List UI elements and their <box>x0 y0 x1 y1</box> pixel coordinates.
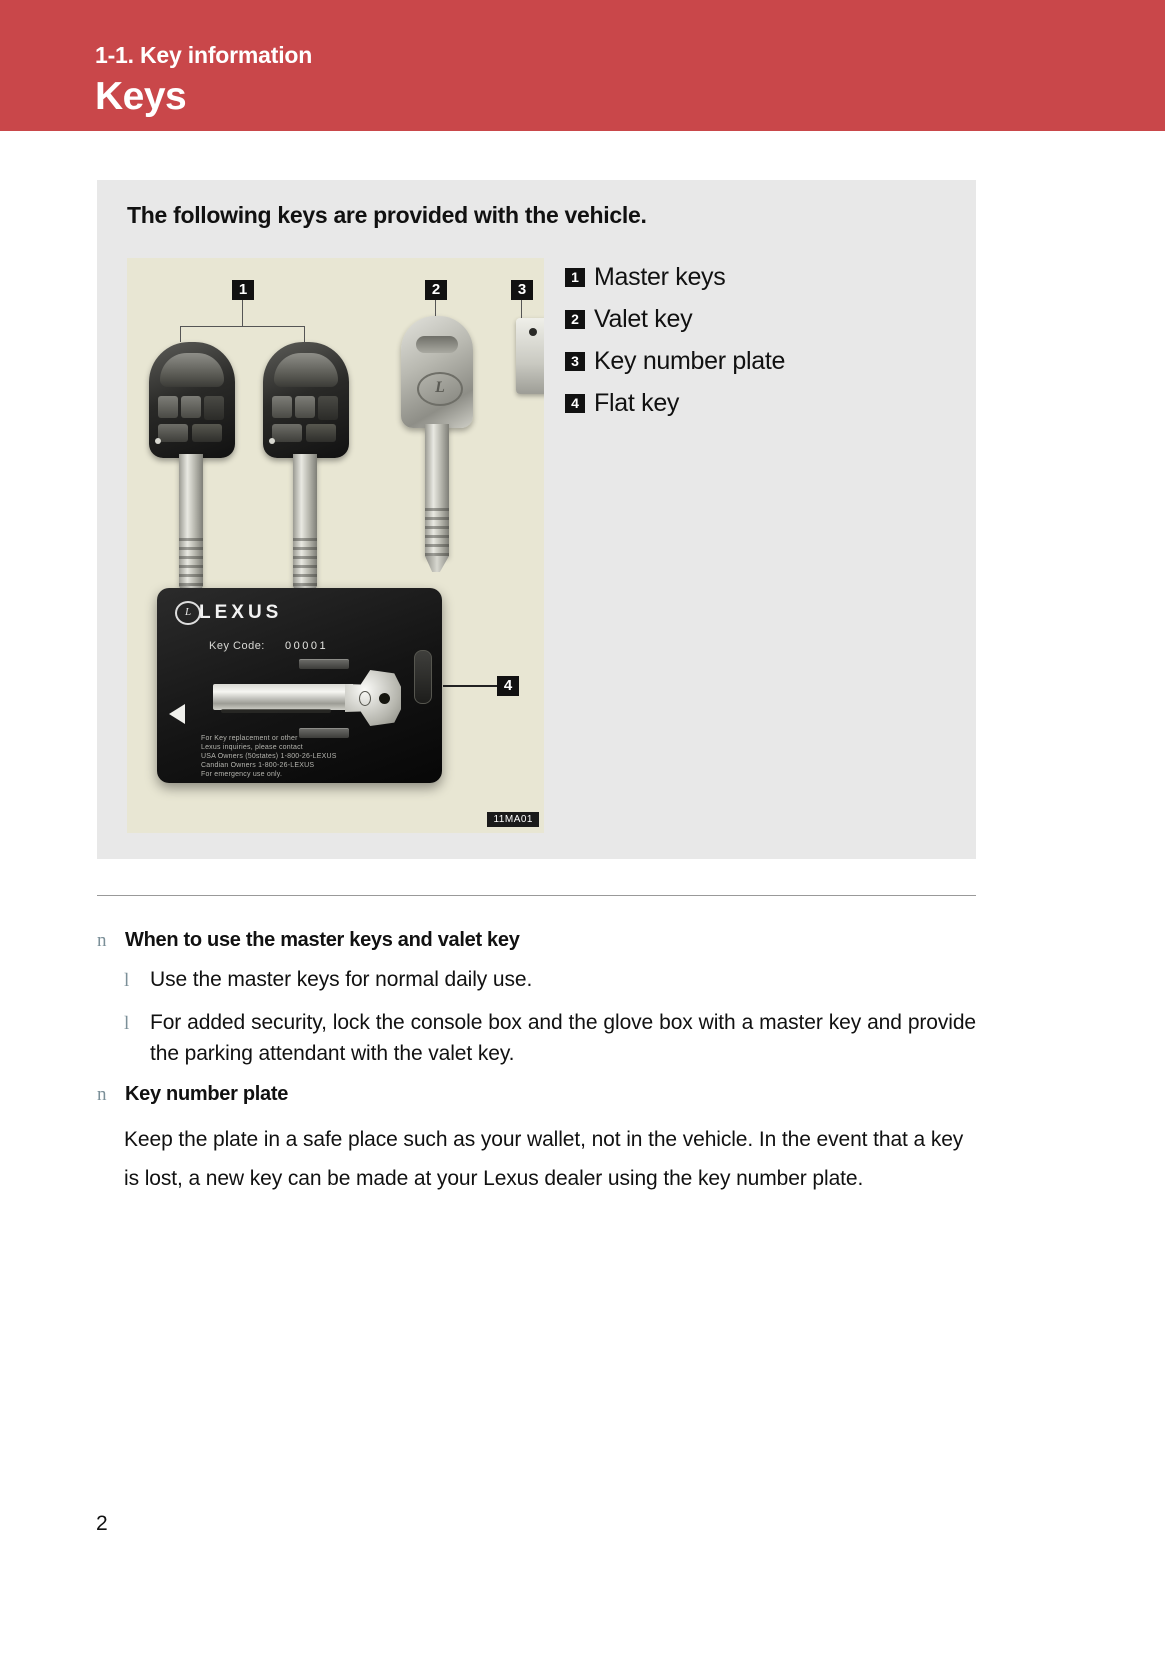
valet-key-blade-tip <box>425 556 449 572</box>
callout-chip-4: 4 <box>497 676 519 696</box>
fob-housing <box>263 342 349 458</box>
callout-leader-4 <box>443 685 497 687</box>
fob-key-blade <box>293 454 317 586</box>
callout-chip-3: 3 <box>511 280 533 300</box>
fob-top-cap <box>274 353 338 387</box>
fob-lock-button <box>295 396 315 418</box>
list-bullet-marker: l <box>124 970 130 991</box>
fob-top-cap <box>160 353 224 387</box>
body-content <box>97 915 976 1198</box>
fob-indicator-dot <box>155 438 161 444</box>
flat-key-hole <box>379 693 390 704</box>
figure-intro-text: The following keys are provided with the vehicle. <box>127 202 647 228</box>
legend-item-flat-key <box>565 386 785 420</box>
plate-fineprint-line: USA Owners (50states) 1-800-26-LEXUS <box>201 753 337 760</box>
plate-fineprint-line: Lexus inquiries, please contact <box>201 744 303 751</box>
section-label: 1-1. Key information <box>95 42 313 68</box>
plate-fineprint-line: Candian Owners 1-800-26-LEXUS <box>201 762 315 769</box>
key-code-value: 00001 <box>285 640 329 652</box>
flat-key-ring-detail <box>359 691 371 706</box>
callout-leader-1-bracket <box>180 326 305 327</box>
fob-key-blade <box>179 454 203 586</box>
page-title: Keys <box>95 75 187 118</box>
callout-chip-2: 2 <box>425 280 447 300</box>
valet-key-housing <box>401 316 473 428</box>
legend-number-1: 1 <box>565 268 585 287</box>
plate-slot-upper <box>299 659 349 669</box>
callout-leader-1-left <box>180 326 181 342</box>
lexus-logo-icon: L <box>175 601 201 625</box>
legend-number-3: 3 <box>565 352 585 371</box>
fob-unlock-button <box>158 396 178 418</box>
callout-leader-1-right <box>304 326 305 342</box>
subheading-text: When to use the master keys and valet key <box>125 929 520 951</box>
keys-illustration <box>127 258 544 833</box>
legend-label-valet-key: Valet key <box>594 304 693 333</box>
plate-slot-right <box>414 650 432 704</box>
valet-key-blade <box>425 424 449 556</box>
legend-label-key-number-plate: Key number plate <box>594 346 786 375</box>
subheading-text: Key number plate <box>125 1083 289 1105</box>
fob-panic-button <box>204 396 224 420</box>
legend-item-key-number-plate <box>565 344 785 378</box>
list-item <box>97 964 976 995</box>
subheading-when-to-use <box>97 929 976 952</box>
fob-aux-button <box>192 424 222 442</box>
page-number: 2 <box>96 1512 108 1535</box>
fob-lock-button <box>181 396 201 418</box>
key-number-tag-body <box>516 318 544 394</box>
fob-panic-button <box>318 396 338 420</box>
lexus-logo-icon: L <box>417 372 463 406</box>
list-item <box>97 1007 976 1069</box>
valet-key-slot <box>416 336 458 353</box>
legend-label-flat-key: Flat key <box>594 388 680 417</box>
plate-break-arrow-icon <box>169 704 185 724</box>
fob-aux-button <box>306 424 336 442</box>
flat-key-bow <box>345 670 401 726</box>
subheading-key-number-plate <box>97 1083 976 1106</box>
key-number-plate-card <box>157 588 442 783</box>
fob-button-row <box>158 396 226 422</box>
lexus-wordmark: LEXUS <box>199 602 283 623</box>
list-item-text: Use the master keys for normal daily use. <box>150 968 533 991</box>
list-bullet-marker: l <box>124 1013 130 1034</box>
flat-key-groove <box>221 709 331 713</box>
list-item-text: For added security, lock the console box and the glove box with a master key and provide the parking attendant with the valet key. <box>150 1011 976 1065</box>
key-code-label: Key Code: <box>209 640 265 652</box>
callout-leader-1-stem <box>242 300 243 326</box>
subheading-bullet-marker: n <box>97 930 107 951</box>
fob-trunk-button <box>272 424 302 442</box>
section-divider <box>97 895 976 896</box>
plate-fineprint-line: For Key replacement or other <box>201 735 298 742</box>
legend-label-master-keys: Master keys <box>594 262 726 291</box>
plate-fineprint-line: For emergency use only. <box>201 771 283 778</box>
fob-unlock-button <box>272 396 292 418</box>
figure-code-label: 11MA01 <box>487 812 539 827</box>
callout-leader-3 <box>521 300 522 320</box>
callout-chip-1: 1 <box>232 280 254 300</box>
page-header-band <box>0 0 1165 131</box>
legend-number-4: 4 <box>565 394 585 413</box>
subheading-bullet-marker: n <box>97 1084 107 1105</box>
legend-number-2: 2 <box>565 310 585 329</box>
fob-button-row <box>272 396 340 422</box>
figure-panel <box>97 180 976 859</box>
plate-fineprint <box>201 734 411 779</box>
fob-trunk-button <box>158 424 188 442</box>
fob-housing <box>149 342 235 458</box>
legend-item-valet-key <box>565 302 785 336</box>
key-number-tag-hole <box>529 328 537 336</box>
flat-key-shaft <box>213 684 353 710</box>
fob-indicator-dot <box>269 438 275 444</box>
flat-key-graphic <box>213 670 398 726</box>
body-paragraph: Keep the plate in a safe place such as your wallet, not in the vehicle. In the event that a key is lost, a new key can be made at your Lexus dealer using the key number plate. <box>124 1128 964 1190</box>
figure-legend <box>565 260 785 428</box>
legend-item-master-keys <box>565 260 785 294</box>
